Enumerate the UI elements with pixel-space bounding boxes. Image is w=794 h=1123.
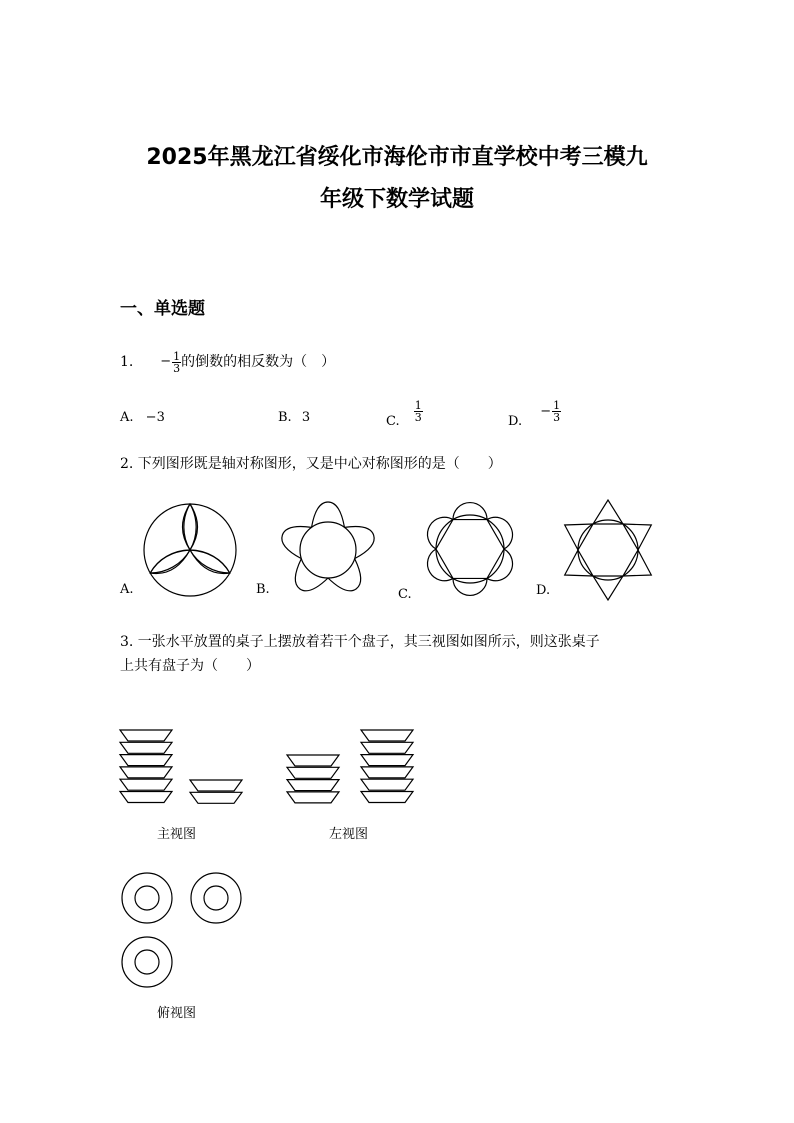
plate	[287, 755, 339, 766]
left-view-plates	[285, 728, 417, 806]
plate	[361, 792, 413, 803]
figure-c-hexagon-arcs	[420, 498, 520, 600]
option-c-fraction	[414, 400, 423, 423]
question-1-stem: 的倒数的相反数为（ ）	[181, 354, 336, 370]
figure-b-petal	[295, 559, 328, 591]
plate	[190, 792, 242, 803]
option-c-label: C.	[386, 414, 400, 429]
option-c[interactable]	[386, 400, 423, 429]
page-title-line1: 2025年黑龙江省绥化市海伦市市直学校中考三模九	[146, 145, 648, 170]
option-b-label: B.	[278, 410, 292, 425]
option-d[interactable]	[508, 400, 561, 429]
figure-c-hexagon	[436, 520, 504, 579]
option-d-negative-sign: −	[540, 404, 552, 419]
figure-b-label: B.	[256, 582, 270, 597]
option-b-value: 3	[301, 410, 311, 425]
figure-b-circle	[300, 522, 356, 578]
plate	[361, 779, 413, 790]
question-1-fraction	[172, 351, 181, 374]
option-b[interactable]	[278, 410, 310, 425]
question-1-fraction-denominator: 3	[173, 361, 181, 375]
question-1-fraction-numerator: 1	[173, 349, 181, 363]
option-a-label: A.	[120, 410, 134, 425]
question-1-number: 1.	[120, 354, 134, 370]
plate	[287, 767, 339, 778]
section-heading-single-choice: 一、单选题	[120, 299, 205, 319]
figure-a-three-arcs	[140, 500, 240, 600]
question-2: 2. 下列图形既是轴对称图形，又是中心对称图形的是（ ）	[120, 456, 502, 472]
front-view-plates	[118, 728, 248, 806]
question-1	[120, 350, 335, 374]
figure-b-petal	[312, 502, 345, 527]
plate	[120, 779, 172, 790]
option-a-value: −3	[145, 410, 165, 425]
plate	[190, 780, 242, 791]
figure-a-label: A.	[120, 582, 134, 597]
plate	[287, 792, 339, 803]
front-view-caption: 主视图	[157, 827, 197, 842]
figure-b-five-petals	[275, 500, 381, 600]
plate	[361, 767, 413, 778]
figure-c-circle	[436, 515, 504, 583]
figure-c-label: C.	[398, 587, 412, 602]
plate	[120, 792, 172, 803]
option-d-denominator: 3	[553, 411, 561, 424]
plate	[361, 742, 413, 753]
plate	[361, 755, 413, 766]
plate	[361, 730, 413, 741]
option-a[interactable]	[120, 410, 165, 425]
top-view-caption: 俯视图	[157, 1006, 197, 1021]
page-title-line2: 年级下数学试题	[319, 187, 474, 212]
figure-d-circle	[578, 520, 638, 580]
figure-d-hexagon	[578, 524, 638, 576]
option-c-numerator: 1	[414, 399, 422, 412]
figure-d-star-hexagon	[556, 500, 660, 600]
top-view-plates	[118, 870, 248, 990]
figure-b-petal	[328, 559, 361, 591]
question-1-negative-sign: −	[160, 354, 172, 369]
figure-d-label: D.	[536, 583, 551, 598]
question-3-line1: 3. 一张水平放置的桌子上摆放着若干个盘子，其三视图如图所示，则这张桌子	[120, 634, 600, 650]
plate	[120, 767, 172, 778]
option-d-label: D.	[508, 414, 523, 429]
plate	[120, 755, 172, 766]
option-d-numerator: 1	[553, 399, 561, 412]
option-c-denominator: 3	[414, 411, 422, 424]
left-view-caption: 左视图	[329, 827, 369, 842]
plate	[120, 730, 172, 741]
plate	[120, 742, 172, 753]
plate	[287, 780, 339, 791]
question-3-line2: 上共有盘子为（ ）	[120, 658, 260, 674]
option-d-fraction	[552, 400, 561, 423]
